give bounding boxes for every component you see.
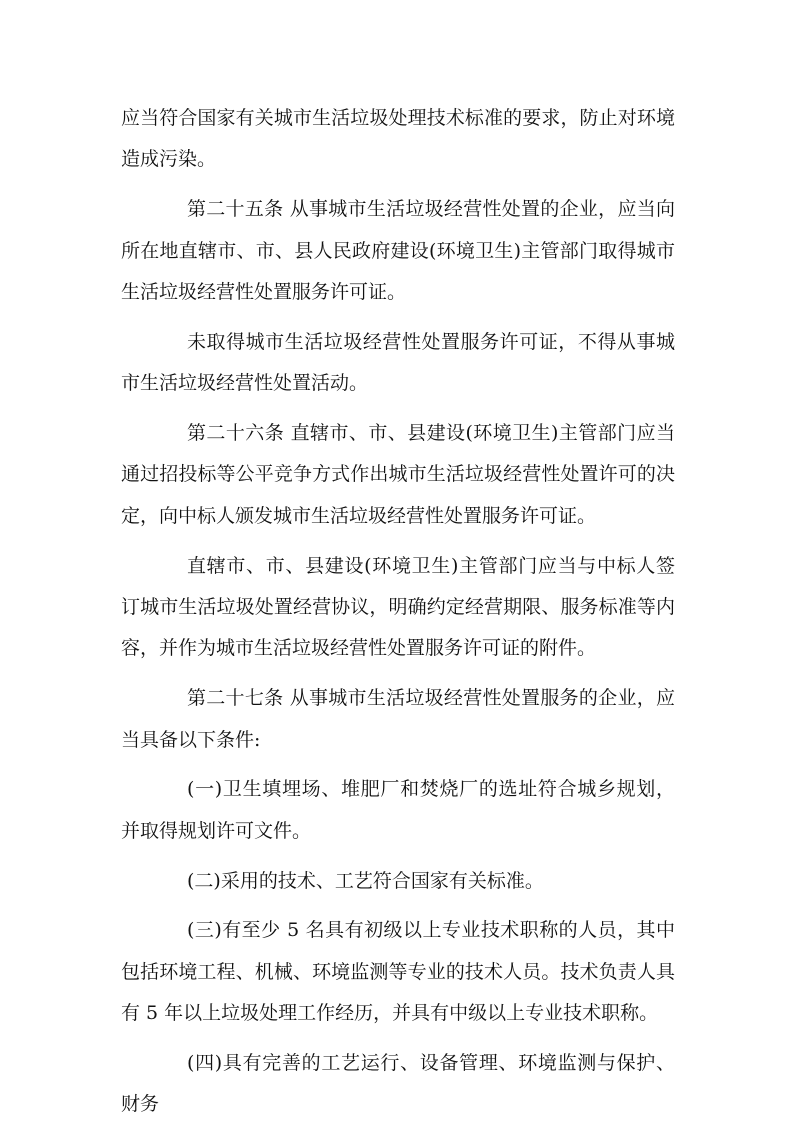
paragraph-article-27: 第二十七条 从事城市生活垃圾经营性处置服务的企业，应当具备以下条件: — [121, 687, 675, 751]
paragraph-article-25-clause: 未取得城市生活垃圾经营性处置服务许可证，不得从事城市生活垃圾经营性处置活动。 — [121, 330, 675, 395]
paragraph-condition-3: (三)有至少 5 名具有初级以上专业技术职称的人员，其中包括环境工程、机械、环境监测等专业的技术人员。技术负责人具有 5 年以上垃圾处理工作经历，并具有中级以上专业技术职称。 — [121, 919, 675, 1025]
paragraph-condition-2: (二)采用的技术、工艺符合国家有关标准。 — [187, 869, 544, 892]
paragraph-article-26: 第二十六条 直辖市、市、县建设(环境卫生)主管部门应当通过招投标等公平竞争方式作出城市生活垃圾经营性处置许可的决定，向中标人颁发城市生活垃圾经营性处置服务许可证。 — [121, 422, 675, 527]
paragraph-continuation: 应当符合国家有关城市生活垃圾处理技术标准的要求，防止对环境造成污染。 — [121, 107, 675, 171]
paragraph-condition-4: (四)具有完善的工艺运行、设备管理、环境监测与保护、财务 — [121, 1052, 675, 1116]
document-body — [121, 98, 675, 1134]
paragraph-article-25: 第二十五条 从事城市生活垃圾经营性处置的企业，应当向所在地直辖市、市、县人民政府建设(环境卫生)主管部门取得城市生活垃圾经营性处置服务许可证。 — [121, 198, 675, 304]
paragraph-article-26-clause: 直辖市、市、县建设(环境卫生)主管部门应当与中标人签订城市生活垃圾处置经营协议，明确约定经营期限、服务标准等内容，并作为城市生活垃圾经营性处置服务许可证的附件。 — [121, 554, 675, 660]
paragraph-condition-1: (一)卫生填埋场、堆肥厂和焚烧厂的选址符合城乡规划，并取得规划许可文件。 — [121, 778, 675, 842]
